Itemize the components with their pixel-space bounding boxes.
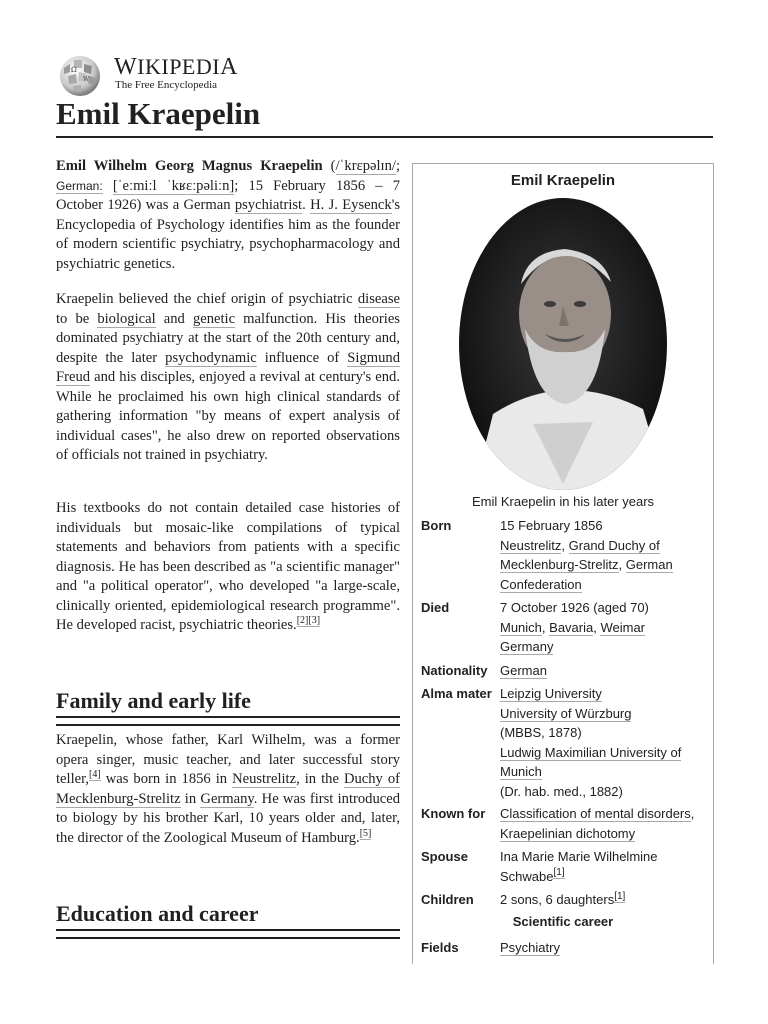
portrait-image[interactable] [453,194,673,494]
spouse-name: Schwabe [500,868,554,884]
text: ( [322,158,336,174]
text: , [690,806,695,821]
row-value [500,938,710,958]
link-genetic[interactable]: genetic [192,310,236,327]
row-value [500,890,710,910]
family-paragraph [56,731,400,848]
ipa-english-link[interactable]: /ˈkrɛpəlɪn/ [335,158,396,174]
link-leipzig-university[interactable]: Leipzig University [500,686,602,701]
text: malfunction. His theories dominated psychiatry at the start of the 20th century and, despite the later [56,310,400,366]
svg-text:Ω: Ω [71,66,77,74]
infobox [412,163,714,964]
wikipedia-wordmark[interactable] [114,54,238,81]
intro-paragraph-2 [56,290,400,466]
link-grand-duchy[interactable]: Grand Duchy of [568,537,660,553]
wikipedia-tagline: The Free Encyclopedia [115,79,218,91]
text: His textbooks do not contain detailed case histories of individuals but mosaic-like compilations of typical statements and behaviors from patients with a specific diagnosis. He has been described as "a scientific manager" and "a political operator", who developed "a large-scale, clinically oriented, epidemiological research programme". He developed racist, psychiatric theories. [56,500,400,633]
text: and his disciples, enjoyed a revival at century's end. While he proclaimed his own high clinical standards of gathering information "by means of expert analysis of individual cases", he also drew on reported observations of officials not trained in psychiatry. [56,369,400,463]
link-munich[interactable]: Munich [500,619,542,635]
row-label: Spouse [421,849,468,864]
section-heading-family: Family and early life [56,688,251,713]
intro-paragraph-1 [56,157,400,274]
infobox-row-died [421,598,711,658]
wordmark-first: W [114,54,138,80]
text: . He was first introduced to biology by his brother Karl, 10 years older and, later, the director of the Zoological Museum of Hamburg. [56,790,401,846]
text: , [561,537,569,553]
infobox-subheader-scientific-career: Scientific career [512,914,614,929]
reference-2-link[interactable]: [2] [296,615,309,627]
text: , [593,619,601,635]
text: Kraepelin, whose father, Karl Wilhelm, was a former opera singer, music teacher, and later successful story teller, [56,732,400,787]
link-weimar-germany[interactable]: Weimar [600,619,646,635]
row-label: Fields [421,940,459,955]
section-heading-education: Education and career [56,901,259,926]
reference-1-link[interactable]: [1] [553,867,565,879]
wordmark-last: A [220,54,238,80]
link-german-confederation[interactable]: German [625,557,673,572]
link-eysenck[interactable]: H. J. Eysenck [310,197,392,213]
link-grand-duchy[interactable]: Mecklenburg-Strelitz [500,557,619,572]
subject-full-name: Emil Wilhelm Georg Magnus Kraepelin [56,158,323,174]
born-date: 15 February 1856 [500,518,603,533]
link-german[interactable]: German [500,663,547,678]
degree-note: (MBBS, 1878) [500,725,582,740]
reference-4-link[interactable]: [4] [89,769,101,781]
link-psychodynamic[interactable]: psychodynamic [165,349,257,366]
ipa-german-label-link[interactable]: German: [56,178,103,193]
link-bavaria[interactable]: Bavaria [549,619,594,635]
link-duchy-of-mecklenburg-strelitz[interactable]: Duchy of Mecklenburg-Strelitz [56,771,401,807]
row-value [500,804,710,843]
text: influence of [256,349,348,366]
row-label: Nationality [421,663,488,678]
link-german-confederation[interactable]: Confederation [500,576,582,592]
link-classification-of-mental-disorders[interactable]: Classification of mental disorders [500,806,691,821]
section-divider [56,716,400,726]
text: ; [395,158,400,174]
text: 's Encyclopedia of Psychology identifies him as the founder of modern scientific psychiatry, psychopharmacology and psychiatric genetics. [56,197,400,272]
row-value [500,661,710,681]
section-divider [56,929,400,939]
text: . [302,197,311,213]
text: to be [56,310,98,327]
wordmark-rest: IKIPEDI [137,54,221,79]
row-value [500,847,710,886]
text [103,178,113,194]
link-sigmund-freud[interactable]: Sigmund Freud [56,349,400,385]
title-divider [56,136,713,138]
link-neustrelitz[interactable]: Neustrelitz [232,771,297,787]
text: , [541,619,550,635]
link-weimar-germany[interactable]: Germany [500,639,554,654]
link-psychiatrist[interactable]: psychiatrist [234,197,303,213]
link-germany[interactable]: Germany [200,790,254,807]
row-label: Known for [421,806,486,821]
reference-3-link[interactable]: [3] [308,615,321,627]
link-biological[interactable]: biological [97,310,156,327]
infobox-row-fields [421,938,711,958]
text: , [618,557,626,572]
row-value [500,516,710,594]
row-label: Alma mater [421,686,492,701]
link-lmu-munich[interactable]: Ludwig Maximilian University of [500,744,682,760]
svg-text:W: W [83,76,90,83]
text: and [155,310,193,327]
page-title: Emil Kraepelin [56,96,261,131]
infobox-row-known-for [421,804,711,844]
link-neustrelitz[interactable]: Neustrelitz [500,537,562,553]
text: in [180,790,201,807]
ipa-german-link[interactable]: [ˈeːmiːl ˈkʁɛːpəliːn] [112,177,235,194]
children-value: 2 sons, 6 daughters [500,892,615,907]
row-label: Born [421,518,452,533]
infobox-row-children [421,890,711,910]
link-lmu-munich[interactable]: Munich [500,764,542,779]
spouse-name: Ina Marie Marie Wilhelmine [500,849,658,864]
row-value [500,598,710,657]
row-value [500,684,710,801]
reference-1-link[interactable]: [1] [614,890,626,902]
portrait-caption: Emil Kraepelin in his later years [471,494,655,509]
text: ; 15 February 1856 – 7 October 1926) was a German [56,177,400,213]
infobox-title: Emil Kraepelin [510,172,616,189]
text: , in the [296,771,344,787]
infobox-row-nationality [421,661,711,681]
died-date: 7 October 1926 (aged 70) [500,600,649,615]
degree-note: (Dr. hab. med., 1882) [500,783,623,799]
intro-paragraph-3 [56,499,400,636]
infobox-row-alma-mater [421,684,711,802]
text: Kraepelin believed the chief origin of psychiatric [56,291,358,307]
text: was born in 1856 in [100,771,233,787]
link-psychiatry[interactable]: Psychiatry [500,940,560,955]
link-university-of-wurzburg[interactable]: University of Würzburg [500,705,632,721]
infobox-row-born [421,516,711,596]
link-disease[interactable]: disease [357,291,400,307]
row-label: Children [421,892,474,907]
reference-5-link[interactable]: [5] [359,827,372,839]
row-label: Died [421,600,450,615]
wikipedia-globe-logo-icon[interactable] [56,54,104,98]
link-kraepelinian-dichotomy[interactable]: Kraepelinian dichotomy [500,825,636,841]
infobox-row-spouse [421,847,711,887]
